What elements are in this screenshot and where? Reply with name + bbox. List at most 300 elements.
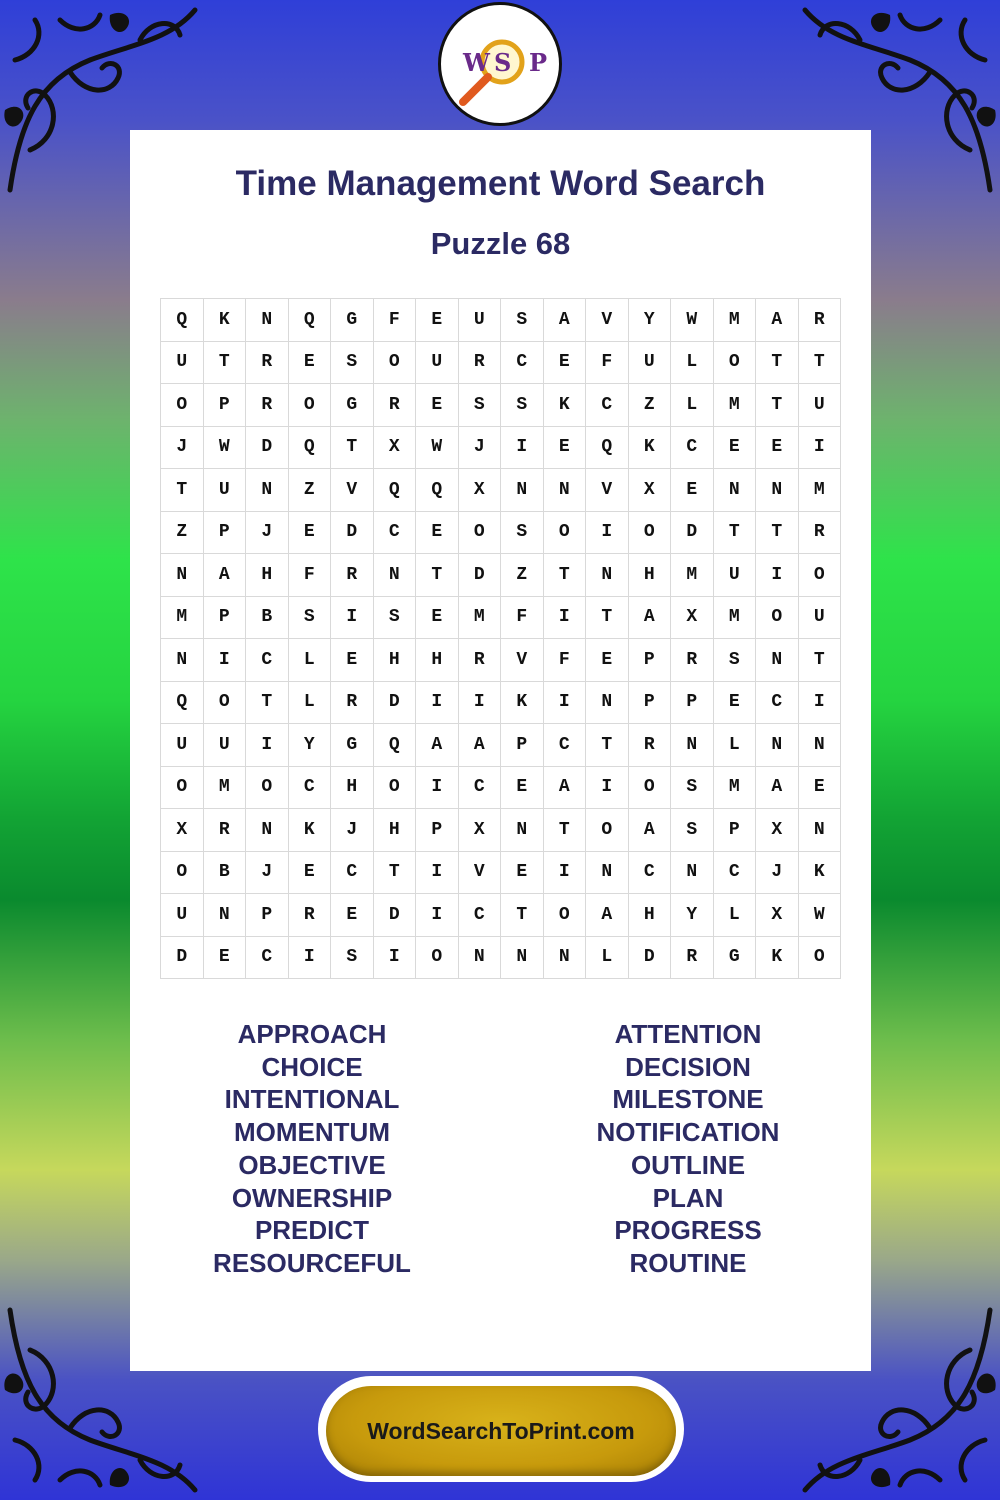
- grid-cell[interactable]: U: [798, 384, 841, 427]
- grid-cell[interactable]: I: [543, 681, 586, 724]
- grid-cell[interactable]: R: [331, 681, 374, 724]
- grid-cell[interactable]: N: [501, 469, 544, 512]
- grid-cell[interactable]: I: [288, 936, 331, 979]
- grid-cell[interactable]: R: [331, 554, 374, 597]
- grid-cell[interactable]: C: [586, 384, 629, 427]
- grid-row: [161, 299, 841, 342]
- grid-cell[interactable]: U: [713, 554, 756, 597]
- grid-row: [161, 766, 841, 809]
- grid-cell[interactable]: E: [416, 596, 459, 639]
- grid-cell[interactable]: G: [331, 384, 374, 427]
- grid-cell[interactable]: N: [756, 469, 799, 512]
- grid-cell[interactable]: S: [671, 766, 714, 809]
- grid-cell[interactable]: O: [543, 511, 586, 554]
- grid-cell[interactable]: N: [586, 681, 629, 724]
- grid-cell[interactable]: G: [331, 724, 374, 767]
- grid-cell[interactable]: U: [203, 469, 246, 512]
- grid-cell[interactable]: A: [756, 766, 799, 809]
- magnifier-icon: [441, 5, 559, 123]
- grid-cell[interactable]: C: [501, 341, 544, 384]
- grid-cell[interactable]: X: [161, 809, 204, 852]
- grid-cell[interactable]: T: [543, 809, 586, 852]
- grid-row: [161, 596, 841, 639]
- word-list-item: OUTLINE: [630, 1149, 746, 1180]
- grid-cell[interactable]: L: [713, 894, 756, 937]
- grid-cell[interactable]: O: [798, 936, 841, 979]
- grid-cell[interactable]: S: [458, 384, 501, 427]
- grid-cell[interactable]: A: [756, 299, 799, 342]
- grid-cell[interactable]: N: [671, 851, 714, 894]
- word-list-item: NOTIFICATION: [596, 1117, 780, 1148]
- grid-row: [161, 426, 841, 469]
- grid-row: [161, 639, 841, 682]
- grid-cell[interactable]: H: [628, 894, 671, 937]
- grid-cell[interactable]: E: [416, 511, 459, 554]
- grid-cell[interactable]: A: [458, 724, 501, 767]
- grid-cell[interactable]: J: [458, 426, 501, 469]
- grid-cell[interactable]: L: [288, 639, 331, 682]
- grid-cell[interactable]: I: [373, 936, 416, 979]
- word-list-item: PLAN: [652, 1182, 724, 1213]
- grid-cell[interactable]: Z: [628, 384, 671, 427]
- grid-cell[interactable]: T: [373, 851, 416, 894]
- word-list-item: OBJECTIVE: [238, 1149, 386, 1180]
- grid-cell[interactable]: E: [713, 681, 756, 724]
- footer-site-name: WordSearchToPrint.com: [367, 1417, 635, 1444]
- grid-cell[interactable]: V: [501, 639, 544, 682]
- grid-cell[interactable]: M: [713, 766, 756, 809]
- grid-cell[interactable]: R: [628, 724, 671, 767]
- grid-cell[interactable]: R: [671, 639, 714, 682]
- grid-cell[interactable]: G: [713, 936, 756, 979]
- grid-row: [161, 554, 841, 597]
- grid-cell[interactable]: F: [543, 639, 586, 682]
- grid-cell[interactable]: T: [203, 341, 246, 384]
- grid-cell[interactable]: X: [628, 469, 671, 512]
- grid-cell[interactable]: Z: [288, 469, 331, 512]
- grid-cell[interactable]: L: [586, 936, 629, 979]
- grid-cell[interactable]: I: [756, 554, 799, 597]
- word-list-item: OWNERSHIP: [231, 1182, 393, 1213]
- grid-cell[interactable]: Y: [628, 299, 671, 342]
- grid-cell[interactable]: R: [458, 341, 501, 384]
- grid-cell[interactable]: X: [756, 809, 799, 852]
- word-list-item: MILESTONE: [612, 1084, 764, 1115]
- grid-cell[interactable]: C: [543, 724, 586, 767]
- grid-cell[interactable]: Q: [373, 724, 416, 767]
- grid-cell[interactable]: E: [543, 341, 586, 384]
- grid-cell[interactable]: Y: [671, 894, 714, 937]
- grid-cell[interactable]: P: [246, 894, 289, 937]
- grid-cell[interactable]: M: [713, 596, 756, 639]
- grid-cell[interactable]: O: [161, 766, 204, 809]
- grid-cell[interactable]: C: [373, 511, 416, 554]
- grid-cell[interactable]: E: [416, 384, 459, 427]
- letter-grid: [160, 298, 841, 979]
- grid-cell[interactable]: X: [458, 469, 501, 512]
- grid-cell[interactable]: V: [586, 299, 629, 342]
- grid-cell[interactable]: C: [246, 936, 289, 979]
- grid-cell[interactable]: C: [331, 851, 374, 894]
- logo-letter-p: P: [529, 48, 548, 77]
- grid-cell[interactable]: R: [246, 341, 289, 384]
- grid-cell[interactable]: O: [713, 341, 756, 384]
- grid-cell[interactable]: R: [671, 936, 714, 979]
- word-list-item: PREDICT: [254, 1215, 370, 1246]
- grid-cell[interactable]: T: [798, 341, 841, 384]
- grid-cell[interactable]: U: [458, 299, 501, 342]
- grid-cell[interactable]: U: [161, 894, 204, 937]
- grid-cell[interactable]: S: [671, 809, 714, 852]
- grid-cell[interactable]: H: [246, 554, 289, 597]
- grid-cell[interactable]: V: [458, 851, 501, 894]
- grid-cell[interactable]: Q: [373, 469, 416, 512]
- grid-cell[interactable]: N: [756, 724, 799, 767]
- grid-cell[interactable]: N: [246, 299, 289, 342]
- grid-cell[interactable]: Q: [161, 681, 204, 724]
- grid-cell[interactable]: C: [246, 639, 289, 682]
- grid-cell[interactable]: M: [161, 596, 204, 639]
- grid-cell[interactable]: F: [501, 596, 544, 639]
- grid-cell[interactable]: O: [288, 384, 331, 427]
- grid-cell[interactable]: D: [373, 681, 416, 724]
- grid-row: [161, 384, 841, 427]
- grid-cell[interactable]: O: [246, 766, 289, 809]
- grid-cell[interactable]: F: [288, 554, 331, 597]
- grid-cell[interactable]: I: [501, 426, 544, 469]
- grid-cell[interactable]: O: [458, 511, 501, 554]
- grid-cell[interactable]: I: [203, 639, 246, 682]
- word-list-item: ROUTINE: [629, 1247, 747, 1278]
- grid-cell[interactable]: D: [246, 426, 289, 469]
- page-title: Time Management Word Search: [235, 164, 766, 203]
- grid-cell[interactable]: O: [161, 851, 204, 894]
- grid-cell[interactable]: T: [501, 894, 544, 937]
- grid-cell[interactable]: N: [543, 469, 586, 512]
- grid-cell[interactable]: D: [373, 894, 416, 937]
- grid-cell[interactable]: N: [671, 724, 714, 767]
- grid-cell[interactable]: V: [331, 469, 374, 512]
- grid-cell[interactable]: K: [628, 426, 671, 469]
- grid-cell[interactable]: I: [458, 681, 501, 724]
- grid-cell[interactable]: S: [373, 596, 416, 639]
- grid-cell[interactable]: I: [586, 766, 629, 809]
- grid-cell[interactable]: P: [671, 681, 714, 724]
- grid-cell[interactable]: U: [416, 341, 459, 384]
- grid-cell[interactable]: Q: [416, 469, 459, 512]
- grid-cell[interactable]: N: [586, 851, 629, 894]
- logo-letter-s: S: [494, 48, 512, 77]
- word-list-item: DECISION: [625, 1051, 751, 1082]
- grid-cell[interactable]: T: [756, 384, 799, 427]
- grid-cell[interactable]: E: [798, 766, 841, 809]
- grid-cell[interactable]: S: [288, 596, 331, 639]
- grid-cell[interactable]: O: [628, 766, 671, 809]
- grid-cell[interactable]: T: [416, 554, 459, 597]
- grid-cell[interactable]: I: [798, 681, 841, 724]
- grid-cell[interactable]: E: [501, 851, 544, 894]
- grid-cell[interactable]: N: [798, 724, 841, 767]
- grid-cell[interactable]: F: [373, 299, 416, 342]
- grid-cell[interactable]: K: [203, 299, 246, 342]
- grid-cell[interactable]: S: [713, 639, 756, 682]
- grid-cell[interactable]: L: [713, 724, 756, 767]
- grid-cell[interactable]: I: [416, 851, 459, 894]
- grid-cell[interactable]: C: [628, 851, 671, 894]
- grid-cell[interactable]: S: [501, 384, 544, 427]
- word-list-left: [152, 1018, 472, 1280]
- grid-cell[interactable]: S: [501, 511, 544, 554]
- grid-cell[interactable]: P: [203, 511, 246, 554]
- grid-cell[interactable]: C: [288, 766, 331, 809]
- grid-cell[interactable]: O: [628, 511, 671, 554]
- grid-cell[interactable]: H: [416, 639, 459, 682]
- word-list-item: RESOURCEFUL: [213, 1247, 411, 1278]
- grid-cell[interactable]: I: [331, 596, 374, 639]
- grid-cell[interactable]: B: [203, 851, 246, 894]
- grid-cell[interactable]: N: [543, 936, 586, 979]
- grid-row: [161, 809, 841, 852]
- grid-cell[interactable]: P: [628, 639, 671, 682]
- grid-cell[interactable]: I: [416, 894, 459, 937]
- grid-cell[interactable]: H: [331, 766, 374, 809]
- grid-cell[interactable]: X: [373, 426, 416, 469]
- grid-cell[interactable]: L: [671, 384, 714, 427]
- grid-cell[interactable]: E: [331, 894, 374, 937]
- grid-cell[interactable]: T: [713, 511, 756, 554]
- grid-cell[interactable]: L: [671, 341, 714, 384]
- grid-cell[interactable]: J: [161, 426, 204, 469]
- grid-cell[interactable]: M: [713, 384, 756, 427]
- grid-cell[interactable]: P: [203, 596, 246, 639]
- grid-cell[interactable]: P: [501, 724, 544, 767]
- grid-cell[interactable]: S: [501, 299, 544, 342]
- grid-cell[interactable]: N: [246, 469, 289, 512]
- grid-row: [161, 936, 841, 979]
- grid-cell[interactable]: A: [543, 299, 586, 342]
- grid-cell[interactable]: H: [373, 639, 416, 682]
- grid-cell[interactable]: W: [671, 299, 714, 342]
- grid-cell[interactable]: Z: [501, 554, 544, 597]
- grid-cell[interactable]: O: [798, 554, 841, 597]
- grid-cell[interactable]: T: [331, 426, 374, 469]
- grid-cell[interactable]: K: [798, 851, 841, 894]
- grid-cell[interactable]: T: [586, 596, 629, 639]
- grid-cell[interactable]: P: [628, 681, 671, 724]
- grid-cell[interactable]: H: [628, 554, 671, 597]
- grid-row: [161, 894, 841, 937]
- site-logo[interactable]: [438, 2, 562, 126]
- grid-cell[interactable]: N: [713, 469, 756, 512]
- grid-cell[interactable]: U: [203, 724, 246, 767]
- word-list-item: APPROACH: [237, 1019, 387, 1049]
- grid-cell[interactable]: C: [458, 894, 501, 937]
- grid-cell[interactable]: E: [288, 511, 331, 554]
- grid-row: [161, 469, 841, 512]
- grid-cell[interactable]: D: [458, 554, 501, 597]
- grid-row: [161, 341, 841, 384]
- grid-cell[interactable]: P: [713, 809, 756, 852]
- grid-cell[interactable]: E: [756, 426, 799, 469]
- grid-cell[interactable]: I: [586, 511, 629, 554]
- grid-cell[interactable]: O: [543, 894, 586, 937]
- grid-cell[interactable]: J: [246, 511, 289, 554]
- grid-cell[interactable]: U: [161, 724, 204, 767]
- logo-letter-w: W: [463, 48, 490, 77]
- grid-cell[interactable]: D: [671, 511, 714, 554]
- grid-cell[interactable]: P: [203, 384, 246, 427]
- word-list-item: INTENTIONAL: [224, 1084, 400, 1115]
- grid-cell[interactable]: T: [543, 554, 586, 597]
- grid-cell[interactable]: E: [713, 426, 756, 469]
- grid-cell[interactable]: P: [416, 809, 459, 852]
- grid-cell[interactable]: O: [203, 681, 246, 724]
- grid-cell[interactable]: U: [628, 341, 671, 384]
- grid-cell[interactable]: U: [161, 341, 204, 384]
- grid-cell[interactable]: I: [798, 426, 841, 469]
- grid-cell[interactable]: E: [671, 469, 714, 512]
- grid-cell[interactable]: D: [161, 936, 204, 979]
- grid-cell[interactable]: A: [203, 554, 246, 597]
- grid-cell[interactable]: A: [586, 894, 629, 937]
- grid-row: [161, 511, 841, 554]
- grid-cell[interactable]: F: [586, 341, 629, 384]
- grid-cell[interactable]: N: [161, 554, 204, 597]
- grid-cell[interactable]: Z: [161, 511, 204, 554]
- grid-cell[interactable]: E: [288, 851, 331, 894]
- grid-cell[interactable]: C: [671, 426, 714, 469]
- grid-cell[interactable]: A: [628, 596, 671, 639]
- grid-cell[interactable]: C: [458, 766, 501, 809]
- grid-cell[interactable]: W: [203, 426, 246, 469]
- grid-cell[interactable]: O: [373, 341, 416, 384]
- grid-cell[interactable]: O: [756, 596, 799, 639]
- footer-link-button[interactable]: [326, 1386, 676, 1476]
- grid-row: [161, 851, 841, 894]
- grid-cell[interactable]: B: [246, 596, 289, 639]
- grid-cell[interactable]: E: [288, 341, 331, 384]
- grid-cell[interactable]: J: [331, 809, 374, 852]
- grid-cell[interactable]: O: [161, 384, 204, 427]
- grid-cell[interactable]: K: [501, 681, 544, 724]
- grid-cell[interactable]: E: [586, 639, 629, 682]
- grid-cell[interactable]: E: [416, 299, 459, 342]
- word-list-item: CHOICE: [261, 1051, 363, 1082]
- grid-cell[interactable]: M: [713, 299, 756, 342]
- grid-cell[interactable]: L: [288, 681, 331, 724]
- grid-cell[interactable]: E: [501, 766, 544, 809]
- grid-cell[interactable]: K: [543, 384, 586, 427]
- grid-cell[interactable]: R: [246, 384, 289, 427]
- word-list-right: [528, 1018, 848, 1280]
- grid-cell[interactable]: T: [161, 469, 204, 512]
- grid-cell[interactable]: R: [373, 384, 416, 427]
- grid-cell[interactable]: M: [671, 554, 714, 597]
- grid-cell[interactable]: C: [756, 681, 799, 724]
- grid-cell[interactable]: J: [246, 851, 289, 894]
- grid-cell[interactable]: Q: [586, 426, 629, 469]
- word-list-item: PROGRESS: [614, 1215, 762, 1246]
- grid-cell[interactable]: U: [798, 596, 841, 639]
- grid-cell[interactable]: I: [543, 596, 586, 639]
- grid-cell[interactable]: O: [586, 809, 629, 852]
- grid-cell[interactable]: A: [543, 766, 586, 809]
- grid-cell[interactable]: A: [628, 809, 671, 852]
- grid-cell[interactable]: T: [586, 724, 629, 767]
- grid-cell[interactable]: N: [458, 936, 501, 979]
- grid-cell[interactable]: A: [416, 724, 459, 767]
- grid-cell[interactable]: E: [543, 426, 586, 469]
- grid-cell[interactable]: N: [501, 809, 544, 852]
- word-list-item: ATTENTION: [614, 1019, 762, 1049]
- grid-cell[interactable]: D: [628, 936, 671, 979]
- grid-cell[interactable]: H: [373, 809, 416, 852]
- grid-cell[interactable]: O: [416, 936, 459, 979]
- grid-cell[interactable]: T: [246, 681, 289, 724]
- grid-cell[interactable]: O: [373, 766, 416, 809]
- grid-cell[interactable]: N: [246, 809, 289, 852]
- grid-cell[interactable]: Q: [288, 426, 331, 469]
- grid-cell[interactable]: S: [331, 936, 374, 979]
- grid-cell[interactable]: N: [798, 809, 841, 852]
- grid-cell[interactable]: C: [713, 851, 756, 894]
- grid-cell[interactable]: R: [798, 299, 841, 342]
- grid-cell[interactable]: X: [671, 596, 714, 639]
- grid-cell[interactable]: N: [161, 639, 204, 682]
- grid-cell[interactable]: W: [416, 426, 459, 469]
- grid-cell[interactable]: X: [756, 894, 799, 937]
- grid-cell[interactable]: I: [246, 724, 289, 767]
- grid-cell[interactable]: G: [331, 299, 374, 342]
- grid-cell[interactable]: T: [798, 639, 841, 682]
- grid-cell[interactable]: I: [416, 681, 459, 724]
- grid-cell[interactable]: E: [331, 639, 374, 682]
- grid-cell[interactable]: R: [288, 894, 331, 937]
- grid-cell[interactable]: I: [543, 851, 586, 894]
- grid-cell[interactable]: N: [756, 639, 799, 682]
- grid-cell[interactable]: K: [288, 809, 331, 852]
- grid-cell[interactable]: E: [203, 936, 246, 979]
- grid-cell[interactable]: N: [373, 554, 416, 597]
- grid-cell[interactable]: S: [331, 341, 374, 384]
- grid-cell[interactable]: I: [416, 766, 459, 809]
- grid-row: [161, 681, 841, 724]
- grid-cell[interactable]: K: [756, 936, 799, 979]
- grid-cell[interactable]: N: [203, 894, 246, 937]
- word-list-item: MOMENTUM: [234, 1117, 390, 1148]
- grid-cell[interactable]: W: [798, 894, 841, 937]
- grid-cell[interactable]: T: [756, 511, 799, 554]
- grid-cell[interactable]: N: [501, 936, 544, 979]
- grid-cell[interactable]: R: [798, 511, 841, 554]
- grid-cell[interactable]: R: [458, 639, 501, 682]
- grid-row: [161, 724, 841, 767]
- grid-cell[interactable]: M: [458, 596, 501, 639]
- grid-cell[interactable]: R: [203, 809, 246, 852]
- grid-cell[interactable]: Q: [288, 299, 331, 342]
- grid-cell[interactable]: D: [331, 511, 374, 554]
- grid-cell[interactable]: Y: [288, 724, 331, 767]
- grid-cell[interactable]: N: [586, 554, 629, 597]
- grid-cell[interactable]: J: [756, 851, 799, 894]
- grid-cell[interactable]: V: [586, 469, 629, 512]
- puzzle-number: Puzzle 68: [430, 226, 571, 261]
- grid-cell[interactable]: M: [798, 469, 841, 512]
- grid-cell[interactable]: Q: [161, 299, 204, 342]
- grid-cell[interactable]: M: [203, 766, 246, 809]
- grid-cell[interactable]: X: [458, 809, 501, 852]
- grid-cell[interactable]: T: [756, 341, 799, 384]
